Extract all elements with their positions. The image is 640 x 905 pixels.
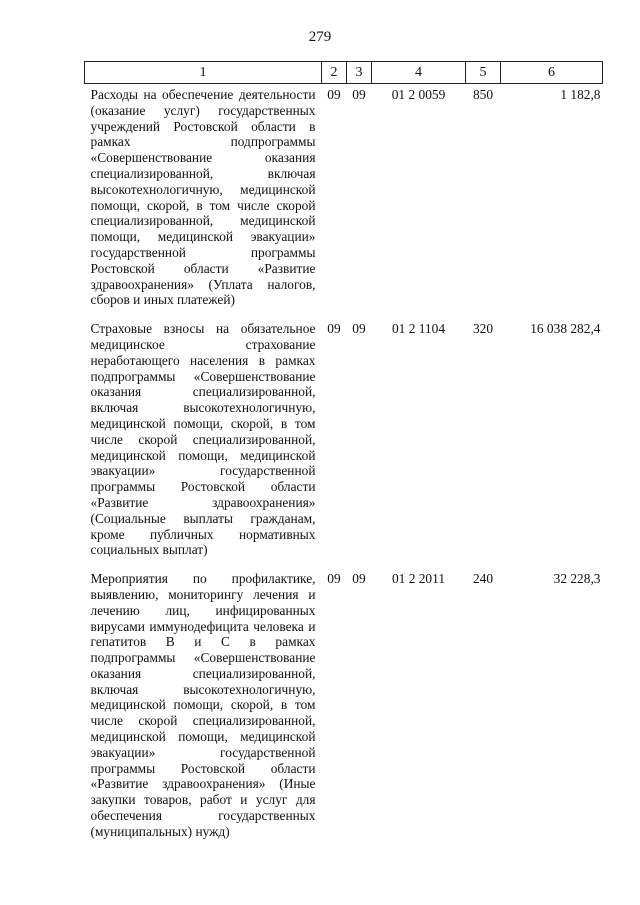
column-header-target: 4 [372, 62, 466, 84]
row-target: 01 2 1104 [391, 321, 446, 337]
row-amount: 16 038 282,4 [530, 321, 601, 337]
row-description: Расходы на обеспечение деятельности (оказание услуг) государственных учреждений Ростовской области в рамках подпрограммы «Совершенствование оказания специализированной, включая высокотехнологичную, медицинской помощи, скорой, в том числе скорой специализированной, медицинской помощи, медицинской эвакуации» государственной программы Ростовской области «Развитие здравоохранения» (Уплата налогов, сборов и иных платежей) [90, 87, 316, 308]
row-description: Страховые взносы на обязательное медицинское страхование неработающего населения в рамках подпрограммы «Совершенствование оказания специализированной, включая высокотехнологичную, медицинской помощи, скорой, в том числе скорой специализированной, медицинской помощи, медицинской эвакуации» государственной программы Ростовской области «Развитие здравоохранения» (Социальные выплаты гражданам, кроме публичных нормативных социальных выплат) [90, 321, 316, 558]
row-description: Мероприятия по профилактике, выявлению, мониторингу лечения и лечению лиц, инфицированных вирусами иммунодефицита человека и гепатитов В и С в рамках подпрограммы «Совершенствование оказания специализированной, включая высокотехнологичную, медицинской помощи, скорой, в том числе скорой специализированной, медицинской помощи, медицинской эвакуации» государственной программы Ростовской области «Развитие здравоохранения» (Иные закупки товаров, работ и услуг для обеспечения государственных (муниципальных) нужд) [90, 571, 316, 839]
column-header-amount: 6 [501, 62, 603, 84]
row-target: 01 2 0059 [391, 87, 446, 102]
row-expense-type: 320 [472, 321, 494, 337]
row-amount: 32 228,3 [553, 571, 601, 587]
table-header [85, 62, 603, 84]
row-section: 09 [327, 87, 341, 102]
table-row [85, 568, 603, 850]
row-subsection: 09 [352, 321, 366, 337]
row-section: 09 [327, 321, 341, 337]
row-target: 01 2 2011 [391, 571, 446, 587]
column-header-section: 2 [322, 62, 347, 84]
column-header-subsection: 3 [347, 62, 372, 84]
header-row [85, 62, 603, 84]
row-section: 09 [327, 571, 341, 587]
row-expense-type: 850 [472, 87, 494, 102]
budget-table [84, 61, 603, 850]
page-number: 279 [308, 29, 332, 45]
table-row [85, 318, 603, 568]
row-amount: 1 182,8 [560, 87, 601, 102]
column-header-expense-type: 5 [466, 62, 501, 84]
row-subsection: 09 [352, 87, 366, 102]
row-subsection: 09 [352, 571, 366, 587]
column-header-description: 1 [85, 62, 322, 84]
table-body [85, 84, 603, 850]
table-row [85, 84, 603, 319]
row-expense-type: 240 [472, 571, 494, 587]
